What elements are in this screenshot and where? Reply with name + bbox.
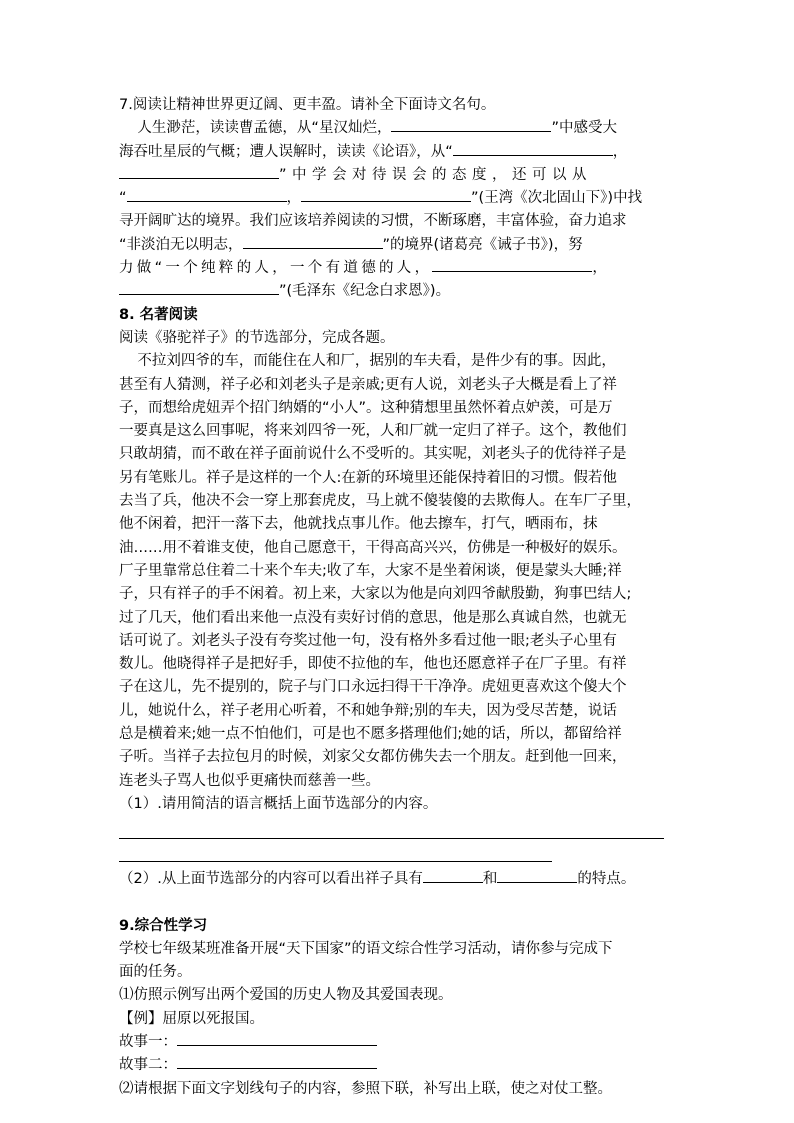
answer-blank[interactable] xyxy=(432,257,592,272)
q8-sub-2-text: （2）.从上面节选部分的内容可以看出祥子具有 xyxy=(119,871,423,888)
q8-title: 8. 名著阅读 xyxy=(119,306,198,323)
answer-blank[interactable] xyxy=(423,868,483,883)
passage-line: 总是横着来;她一点不怕他们，可是也不愿多搭理他们;她的话，所以，都留给祥 xyxy=(119,726,622,743)
q9-example: 【例】屈原以死报国。 xyxy=(119,1010,264,1027)
q7-line-1-tail: ”中感受大 xyxy=(551,120,617,137)
spacer xyxy=(119,892,679,915)
q9-intro-2: 面的任务。 xyxy=(119,964,192,981)
q9-story-1 xyxy=(119,1031,679,1054)
q9-task-1: ⑴仿照示例写出两个爱国的历史人物及其爱国表现。 xyxy=(119,987,453,1004)
answer-blank[interactable] xyxy=(301,187,471,202)
story-1-label: 故事一： xyxy=(119,1033,177,1050)
answer-blank[interactable] xyxy=(391,117,551,132)
q7-line-7-text: 力做“一个纯粹的人，一个有道德的人， xyxy=(119,260,433,277)
passage-line: 一要真是这么回事呢，将来刘四爷一死，人和厂就一定归了祥子。这个，教他们 xyxy=(119,423,627,440)
passage-line: 去当了兵，他决不会一穿上那套虎皮，马上就不傻装傻的去欺侮人。在车厂子里， xyxy=(119,493,641,510)
q7-line-4-comma: ， xyxy=(286,190,302,207)
q7-line-4-open: “ xyxy=(119,190,127,207)
q7-line-6-text: “非淡泊无以明志， xyxy=(119,236,243,253)
document-page xyxy=(119,94,679,1101)
q8-intro: 阅读《骆驼祥子》的节选部分，完成各题。 xyxy=(119,329,395,346)
q9-story-2 xyxy=(119,1054,679,1077)
q9-title: 9.综合性学习 xyxy=(119,917,208,934)
answer-blank[interactable] xyxy=(243,234,383,249)
q9-intro-1: 学校七年级某班准备开展“天下国家”的语文综合性学习活动，请你参与完成下 xyxy=(119,940,613,957)
q7-line-2 xyxy=(119,141,679,164)
q9-task-2: ⑵请根据下面文字划线句子的内容，参照下联，补写出上联，使之对仗工整。 xyxy=(119,1080,612,1097)
q7-line-6-tail: ”的境界(诸葛亮《诫子书》)，努 xyxy=(382,236,583,253)
q7-line-1-text: 人生渺茫，读读曹孟德，从“星汉灿烂， xyxy=(119,120,392,137)
q7-line-3-text: ”中学会对待误会的态度，还可以从 xyxy=(279,166,593,183)
q8-sub-question-1: （1）.请用简洁的语言概括上面节选部分的内容。 xyxy=(119,795,438,812)
q7-line-6 xyxy=(119,234,679,257)
passage-line: 不拉刘四爷的车，而能住在人和厂，据别的车夫看，是件少有的事。因此， xyxy=(119,353,616,370)
story-2-label: 故事二： xyxy=(119,1057,177,1074)
question-9 xyxy=(119,915,679,1101)
q8-sub-2-and: 和 xyxy=(482,871,498,888)
q7-line-8-tail: ”(毛泽东《纪念白求恩》)。 xyxy=(279,283,451,300)
q7-title: 7.阅读让精神世界更辽阔、更丰盈。请补全下面诗文名句。 xyxy=(119,97,496,113)
answer-line[interactable] xyxy=(119,816,664,839)
q7-line-2-tail: ， xyxy=(612,143,628,160)
passage-line: 子听。当祥子去拉包月的时候，刘家父女都仿佛失去一个朋友。赶到他一回来， xyxy=(119,749,627,766)
answer-line[interactable] xyxy=(119,839,552,862)
answer-blank[interactable] xyxy=(127,187,287,202)
passage-line: 他不闲着，把汗一落下去，他就找点事儿作。他去擦车，打气，晒雨布，抹 xyxy=(119,516,598,533)
answer-blank[interactable] xyxy=(119,164,279,179)
question-7 xyxy=(119,94,679,304)
answer-blank[interactable] xyxy=(497,868,577,883)
q7-line-8 xyxy=(119,280,679,303)
passage-line: 只敢胡猜，而不敢在祥子面前说什么不受听的。其实呢，刘老头子的优待祥子是 xyxy=(119,446,627,463)
answer-blank[interactable] xyxy=(177,1054,377,1069)
passage-line: 儿，她说什么，祥子老用心听着，不和她争辩;别的车夫，因为受尽苦楚，说话 xyxy=(119,702,617,719)
q8-sub-2-tail: 的特点。 xyxy=(577,871,636,888)
passage-line: 数儿。他晓得祥子是把好手，即使不拉他的车，他也还愿意祥子在厂子里。有祥 xyxy=(119,656,627,673)
q7-line-4 xyxy=(119,187,679,210)
q7-line-4-tail: ”(王湾《次北固山下》)中找 xyxy=(471,190,643,207)
question-8 xyxy=(119,304,679,892)
q7-line-7 xyxy=(119,257,679,280)
answer-blank[interactable] xyxy=(119,280,279,295)
passage-line: 甚至有人猜测，祥子必和刘老头子是亲戚;更有人说，刘老头子大概是看上了祥 xyxy=(119,376,617,393)
q7-line-1 xyxy=(119,117,679,140)
passage-line: 子在这儿，先不提别的，院子与门口永远扫得干干净净。虎妞更喜欢这个傻大个 xyxy=(119,679,627,696)
q8-sub-question-2 xyxy=(119,868,679,891)
passage-line: 子，而想给虎妞弄个招门纳婿的“小人”。这种猜想里虽然怀着点妒羡，可是万 xyxy=(119,399,613,416)
q7-line-7-comma: ， xyxy=(592,260,607,277)
answer-blank[interactable] xyxy=(453,141,613,156)
passage-line: 话可说了。刘老头子没有夸奖过他一句，没有格外多看过他一眼;老头子心里有 xyxy=(119,632,617,649)
passage-line: 连老头子骂人也似乎更痛快而慈善一些。 xyxy=(119,772,380,789)
q7-line-5: 寻开阔旷达的境界。我们应该培养阅读的习惯，不断琢磨，丰富体验，奋力追求 xyxy=(119,213,627,230)
passage-line: 另有笔账儿。祥子是这样的一个人:在新的环境里还能保持着旧的习惯。假若他 xyxy=(119,469,617,486)
passage-line: 厂子里靠常总住着二十来个车夫;收了车，大家不是坐着闲谈，便是蒙头大睡;祥 xyxy=(119,562,622,579)
passage-line: 油……用不着谁支使，他自己愿意干，干得高高兴兴，仿佛是一种极好的娱乐。 xyxy=(119,539,627,556)
q7-line-3 xyxy=(119,164,679,187)
passage-line: 子，只有祥子的手不闲着。初上来，大家以为他是向刘四爷献殷勤，狗事巴结人; xyxy=(119,586,632,603)
passage xyxy=(119,350,679,793)
q7-line-2-text: 海吞吐星辰的气概；遭人误解时，读读《论语》，从“ xyxy=(119,143,453,160)
answer-blank[interactable] xyxy=(177,1031,377,1046)
passage-line: 过了几天，他们看出来他一点没有卖好讨俏的意思，他是那么真诚自然，也就无 xyxy=(119,609,627,626)
